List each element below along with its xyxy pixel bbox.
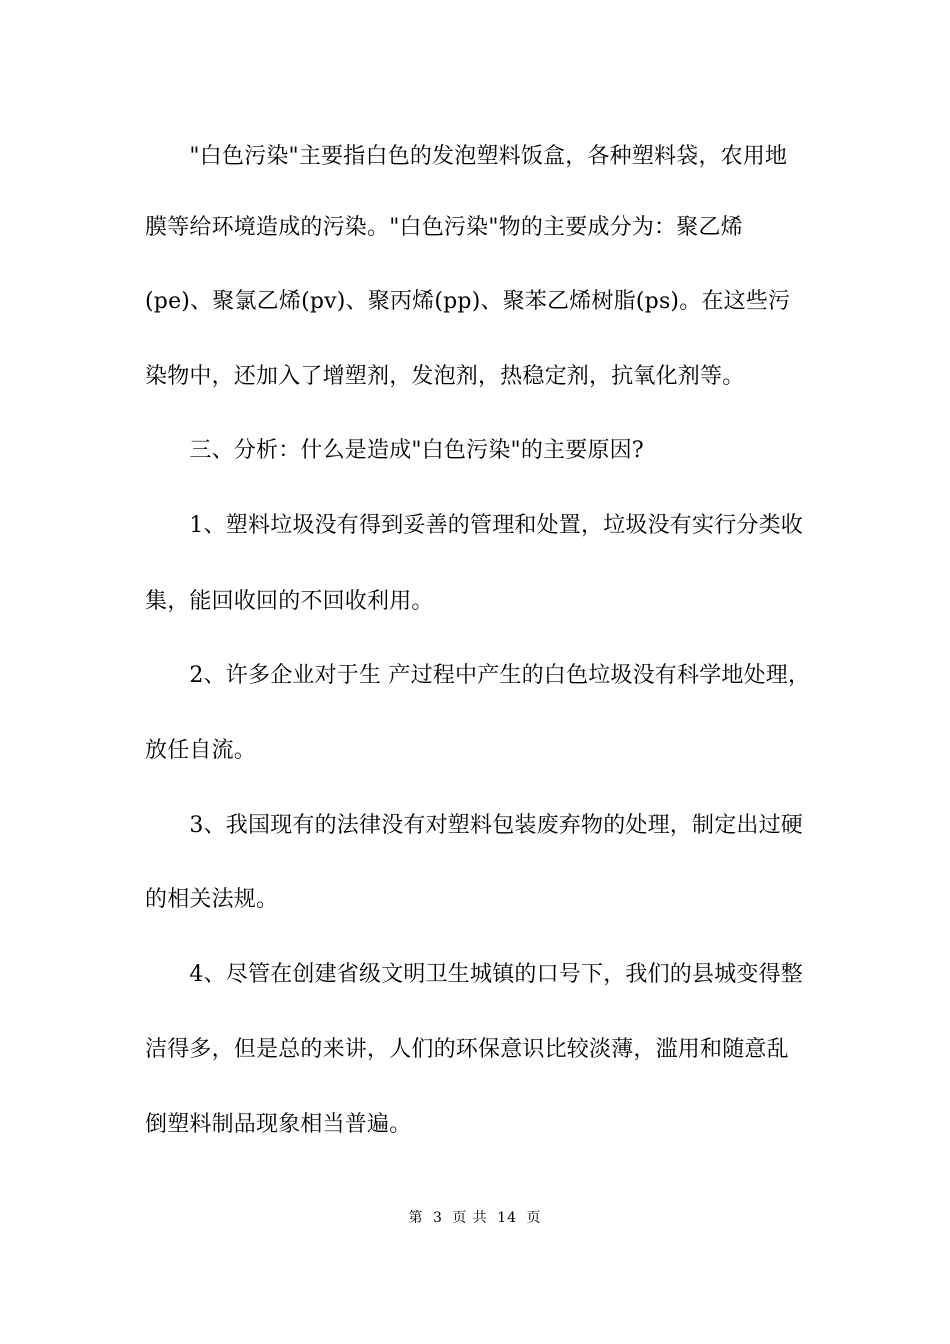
text-line: 放任自流。: [145, 738, 257, 763]
text-line: 集，能回收回的不回收利用。: [145, 589, 434, 614]
total-pages-number: 14: [497, 1210, 518, 1226]
footer-suffix: 页: [526, 1210, 542, 1226]
text-line: 染物中，还加入了增塑剂，发泡剂，热稳定剂，抗氧化剂等。: [145, 364, 745, 389]
text-line: "白色污染"主要指白色的发泡塑料饭盒，各种塑料袋，农用地: [145, 144, 788, 169]
text-line: 洁得多，但是总的来讲，人们的环保意识比较淡薄，滥用和随意乱: [145, 1037, 789, 1062]
footer-mid: 页 共: [452, 1210, 488, 1226]
text-line: 的相关法规。: [145, 887, 279, 912]
current-page-number: 3: [432, 1210, 443, 1226]
text-line: 1、塑料垃圾没有得到妥善的管理和处置，垃圾没有实行分类收: [145, 513, 803, 538]
text-line: 倒塑料制品现象相当普遍。: [145, 1112, 412, 1137]
text-line: (pe)、聚氯乙烯(pv)、聚丙烯(pp)、聚苯乙烯树脂(ps)。在这些污: [145, 289, 791, 314]
page-footer: [0, 1208, 950, 1228]
text-line: 膜等给环境造成的污染。"白色污染"物的主要成分为：聚乙烯: [145, 215, 743, 240]
text-line: 3、我国现有的法律没有对塑料包装废弃物的处理，制定出过硬: [145, 813, 803, 838]
text-line: 4、尽管在创建省级文明卫生城镇的口号下，我们的县城变得整: [145, 962, 803, 987]
text-line: 2、许多企业对于生 产过程中产生的白色垃圾没有科学地处理，: [145, 663, 811, 688]
text-line: 三、分析：什么是造成"白色污染"的主要原因?: [145, 438, 644, 463]
footer-prefix: 第: [408, 1210, 424, 1226]
